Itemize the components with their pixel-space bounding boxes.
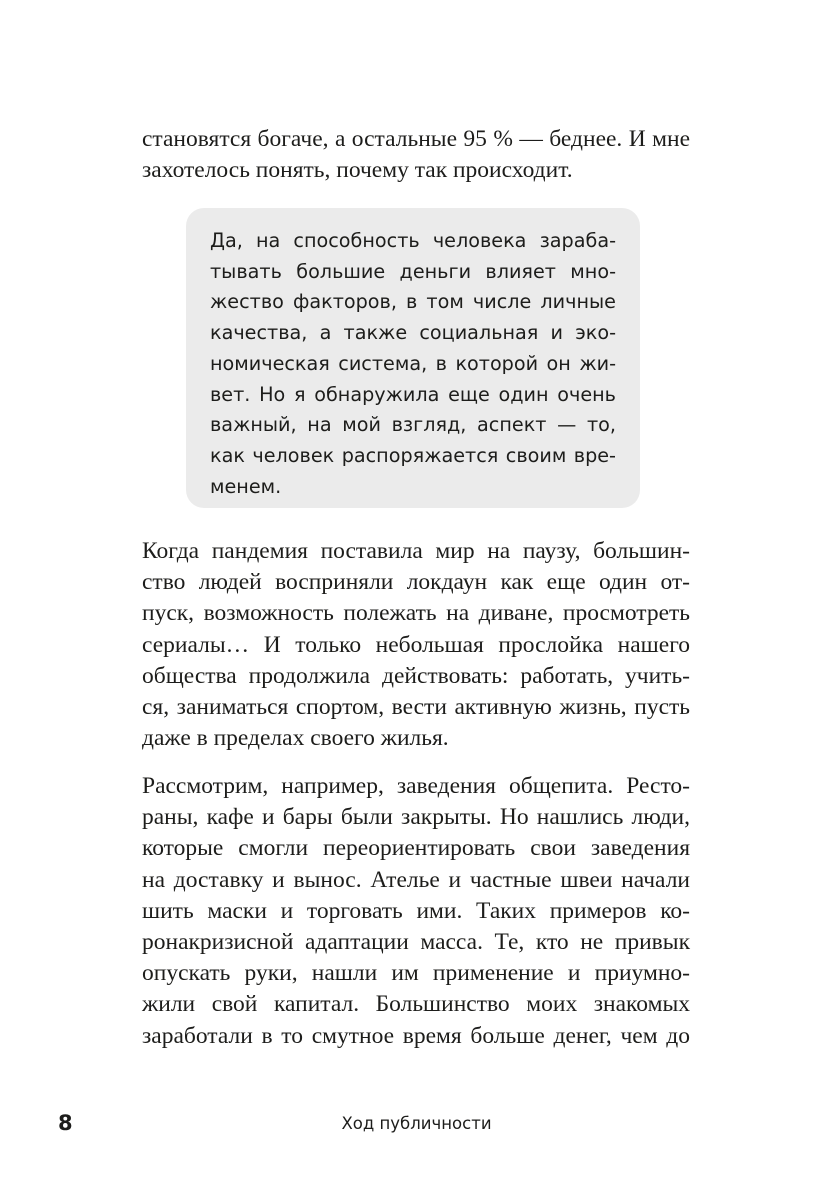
text-line: общества продолжила действовать: работать, учить-	[142, 662, 690, 689]
callout-text	[210, 226, 616, 502]
text-line: жили свой капитал. Большинство моих знакомых	[142, 991, 690, 1018]
callout-line: качества, а также социальная и эко-	[210, 321, 616, 345]
text-line: заработали в то смутное время больше денег, чем до	[142, 1022, 690, 1049]
callout-line: номическая система, в которой он жи-	[210, 351, 616, 375]
text-line: которые смогли переориентировать свои заведения	[142, 835, 690, 862]
text-line: ство людей восприняли локдаун как еще один от-	[142, 569, 690, 596]
text-line: Когда пандемия поставила мир на паузу, большин-	[142, 538, 690, 564]
paragraph-2	[142, 536, 690, 754]
text-line: опускать руки, нашли им применение и приумно-	[142, 960, 690, 987]
callout-line: важный, на мой взгляд, аспект — то,	[210, 413, 616, 437]
text-line: сериалы… И только небольшая прослойка нашего	[142, 631, 690, 658]
text-line: становятся богаче, а остальные 95 % — беднее. И мне	[142, 126, 690, 152]
text-line: на доставку и вынос. Ателье и частные швеи начали	[142, 866, 690, 893]
callout-line: менем.	[210, 474, 282, 498]
callout-line: как человек распоряжается своим вре-	[210, 443, 616, 467]
running-title: Ход публичности	[341, 1114, 492, 1133]
text-line: раны, кафе и бары были закрыты. Но нашлись люди,	[142, 804, 690, 831]
callout-line: жество факторов, в том числе личные	[210, 290, 616, 314]
callout-box	[186, 208, 640, 508]
paragraph-1	[142, 124, 690, 186]
text-line: Рассмотрим, например, заведения общепита. Ресто-	[142, 773, 690, 799]
text-line: ронакризисной адаптации масса. Те, кто не привык	[142, 929, 690, 956]
callout-line: вет. Но я обнаружила еще один очень	[210, 382, 616, 406]
text-line: шить маски и торговать ими. Таких примеров ко-	[142, 897, 690, 924]
paragraph-3	[142, 771, 690, 1052]
text-line: даже в пределах своего жилья.	[142, 725, 449, 752]
text-line: ся, заниматься спортом, вести активную жизнь, пусть	[142, 694, 690, 721]
callout-line: Да, на способность человека зараба-	[210, 229, 616, 252]
text-line: захотелось понять, почему так происходит.	[142, 157, 573, 184]
page-number: 8	[58, 1111, 73, 1135]
text-line: пуск, возможность полежать на диване, просмотреть	[142, 600, 690, 627]
callout-line: тывать большие деньги влияет мно-	[210, 259, 616, 283]
